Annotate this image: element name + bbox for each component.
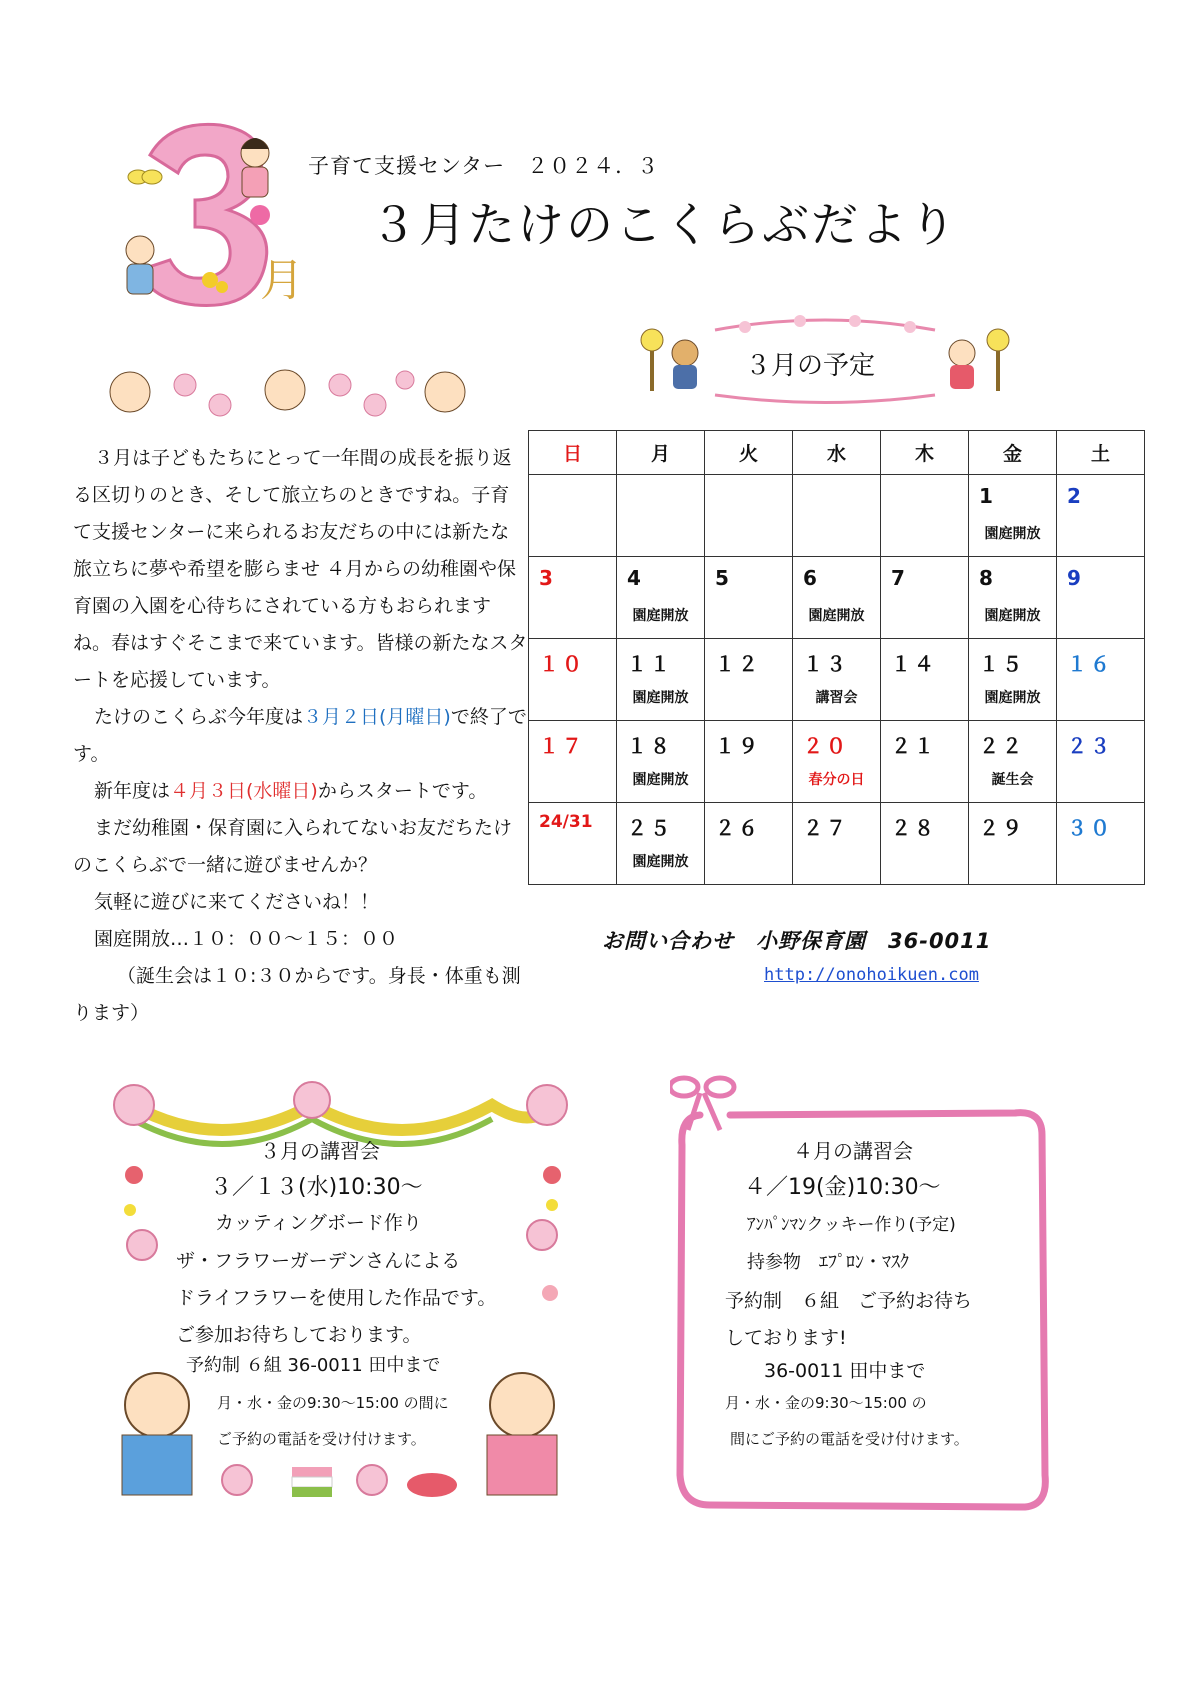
sweets-tray-icon (407, 1473, 457, 1497)
april-workshop-date: ４／19(金)10:30～ (744, 1175, 941, 1200)
march-workshop-title: ３月の講習会 (260, 1139, 380, 1163)
march-3-illustration (110, 115, 320, 315)
calendar-day: １７ (529, 721, 617, 803)
sakura-icon (209, 394, 231, 416)
calendar-day: 1 園庭開放 (969, 475, 1057, 557)
calendar-day: １８ 園庭開放 (617, 721, 705, 803)
calendar-day: １５ 園庭開放 (969, 639, 1057, 721)
bead-icon (543, 1166, 561, 1184)
sakura-icon (114, 1085, 154, 1125)
sakura-icon (527, 1085, 567, 1125)
lantern-icon (987, 329, 1009, 391)
calendar-day: 24/31 (529, 803, 617, 885)
calendar-day: ２３ (1057, 721, 1145, 803)
calendar-day: ３０ (1057, 803, 1145, 885)
calendar-day (705, 475, 793, 557)
calendar-day: １９ (705, 721, 793, 803)
children-flowers-banner (90, 360, 490, 430)
website-link[interactable]: http://onohoikuen.com (764, 965, 979, 985)
bead-icon (542, 1285, 558, 1301)
sakura-icon (222, 1465, 252, 1495)
calendar-day: １３ 講習会 (793, 639, 881, 721)
intro-start-date: 新年度は４月３日(水曜日)からスタートです。 (94, 780, 488, 802)
emperor-doll-icon (122, 1373, 192, 1495)
empress-doll-icon (487, 1373, 557, 1495)
yellow-flower-icon (202, 272, 218, 288)
weekday-mon: 月 (617, 431, 705, 475)
intro-text (73, 440, 528, 1032)
intro-invite: まだ幼稚園・保育園に入られてないお友だちたけのこくらぶで一緒に遊びませんか？ (73, 817, 513, 876)
hishimochi-icon (292, 1467, 332, 1497)
sakura-icon (904, 321, 916, 333)
march-calendar (528, 430, 1145, 885)
calendar-week (529, 803, 1145, 885)
march-workshop-call-note: ご予約の電話を受け付けます。 (217, 1430, 426, 1448)
bear-doll-icon (672, 340, 698, 389)
child-face-icon (265, 370, 305, 410)
princess-doll-icon (241, 138, 269, 197)
schedule-title: ３月の予定 (745, 351, 876, 381)
calendar-day (529, 475, 617, 557)
start-date-highlight: ４月３日(水曜日) (170, 780, 318, 802)
calendar-day: ２５ 園庭開放 (617, 803, 705, 885)
april-workshop-activity: ｱﾝﾊﾟﾝﾏﾝクッキー作り(予定) (747, 1215, 956, 1235)
calendar-day: 4 園庭開放 (617, 557, 705, 639)
calendar-day: ２７ (793, 803, 881, 885)
weekday-sat: 土 (1057, 431, 1145, 475)
sakura-icon (527, 1220, 557, 1250)
weekday-tue: 火 (705, 431, 793, 475)
calendar-day (793, 475, 881, 557)
sakura-icon (739, 321, 751, 333)
intro-welcome: 気軽に遊びに来てくださいね！！ (94, 891, 380, 913)
april-workshop-items: 持参物 ｴﾌﾟﾛﾝ・ﾏｽｸ (747, 1252, 909, 1273)
prince-doll-icon (126, 236, 154, 294)
weekday-header-row (529, 431, 1145, 475)
intro-paragraph: ３月は子どもたちにとって一年間の成長を振り返る区切りのとき、そして旅立ちのときですね。子育て支援センターに来られるお友だちの中には新たな旅立ちに夢や希望を膨らませ ４月からの幼稚園や保育園の入園を心待ちにされている方もおられますね。春はすぐそこまで来ています。皆様の新たなスタートを応援しています。 (73, 447, 528, 691)
birthday-note: （誕生会は１０:３０からです。身長・体重も測ります） (73, 965, 521, 1024)
end-date-highlight: ３月２日(月曜日) (303, 706, 451, 728)
sakura-icon (329, 374, 351, 396)
april-workshop-title: ４月の講習会 (793, 1139, 913, 1163)
lantern-icon (641, 329, 663, 391)
calendar-week (529, 475, 1145, 557)
weekday-thu: 木 (881, 431, 969, 475)
calendar-day (617, 475, 705, 557)
calendar-day: 9 (1057, 557, 1145, 639)
april-workshop-call-note: 間にご予約の電話を受け付けます。 (730, 1430, 969, 1448)
sakura-icon (174, 374, 196, 396)
calendar-day: ２９ (969, 803, 1057, 885)
calendar-day: 6 園庭開放 (793, 557, 881, 639)
calendar-week (529, 557, 1145, 639)
sakura-icon (396, 371, 414, 389)
calendar-day: ２０ 春分の日 (793, 721, 881, 803)
march-workshop-activity: カッティングボード作り (215, 1212, 422, 1234)
calendar-day: ２２ 誕生会 (969, 721, 1057, 803)
rabbit-doll-icon (949, 340, 975, 389)
sakura-icon (127, 1230, 157, 1260)
calendar-day: １０ (529, 639, 617, 721)
calendar-week (529, 639, 1145, 721)
butterfly-icon (128, 170, 162, 184)
calendar-day: ２６ (705, 803, 793, 885)
calendar-day: １２ (705, 639, 793, 721)
calendar-day: 5 (705, 557, 793, 639)
calendar-day: 3 (529, 557, 617, 639)
calendar-week (529, 721, 1145, 803)
ribbon-bow-icon (670, 1078, 734, 1130)
sakura-icon (849, 315, 861, 327)
calendar-day: 2 (1057, 475, 1145, 557)
page-title: ３月たけのこくらぶだより (370, 198, 958, 253)
weekday-sun: 日 (529, 431, 617, 475)
intro-end-date: たけのこくらぶ今年度は３月２日(月曜日)で終了です。 (73, 706, 527, 765)
child-face-icon (110, 372, 150, 412)
calendar-day: 7 (881, 557, 969, 639)
contact-info: お問い合わせ 小野保育園 36-0011 (602, 929, 992, 953)
march-workshop-date: ３／１３(水)10:30～ (210, 1175, 423, 1200)
sakura-icon (357, 1465, 387, 1495)
calendar-day: １６ (1057, 639, 1145, 721)
bead-icon (124, 1204, 136, 1216)
yellow-flower-icon (216, 281, 228, 293)
april-workshop-phone: 36-0011 田中まで (764, 1360, 926, 1382)
april-workshop-hours: 月・水・金の9:30～15:00 の (725, 1394, 927, 1412)
calendar-day (881, 475, 969, 557)
tsuki-character: 月 (260, 255, 304, 306)
weekday-fri: 金 (969, 431, 1057, 475)
calendar-day: １１ 園庭開放 (617, 639, 705, 721)
sakura-icon (364, 394, 386, 416)
calendar-day: １４ (881, 639, 969, 721)
sakura-icon (294, 1082, 330, 1118)
header-subtitle: 子育て支援センター ２０２４．３ (308, 154, 660, 178)
child-face-icon (425, 372, 465, 412)
april-workshop-details: 予約制 ６組 ご予約お待ち しております! (725, 1290, 973, 1349)
march-workshop-reservation: 予約制 ６組 36-0011 田中まで (186, 1355, 441, 1376)
sakura-icon (794, 315, 806, 327)
weekday-wed: 水 (793, 431, 881, 475)
bead-icon (546, 1199, 558, 1211)
march-workshop-details: ザ・フラワーガーデンさんによる ドライフラワーを使用した作品です。 ご参加お待ちしております。 (176, 1250, 497, 1346)
calendar-day: ２１ (881, 721, 969, 803)
pink-flower-icon (250, 205, 270, 225)
calendar-day: ２８ (881, 803, 969, 885)
march-workshop-hours: 月・水・金の9:30～15:00 の間に (217, 1394, 449, 1412)
garden-hours: 園庭開放…１０：００～１５：００ (94, 928, 399, 950)
calendar-day: 8 園庭開放 (969, 557, 1057, 639)
bead-icon (125, 1166, 143, 1184)
